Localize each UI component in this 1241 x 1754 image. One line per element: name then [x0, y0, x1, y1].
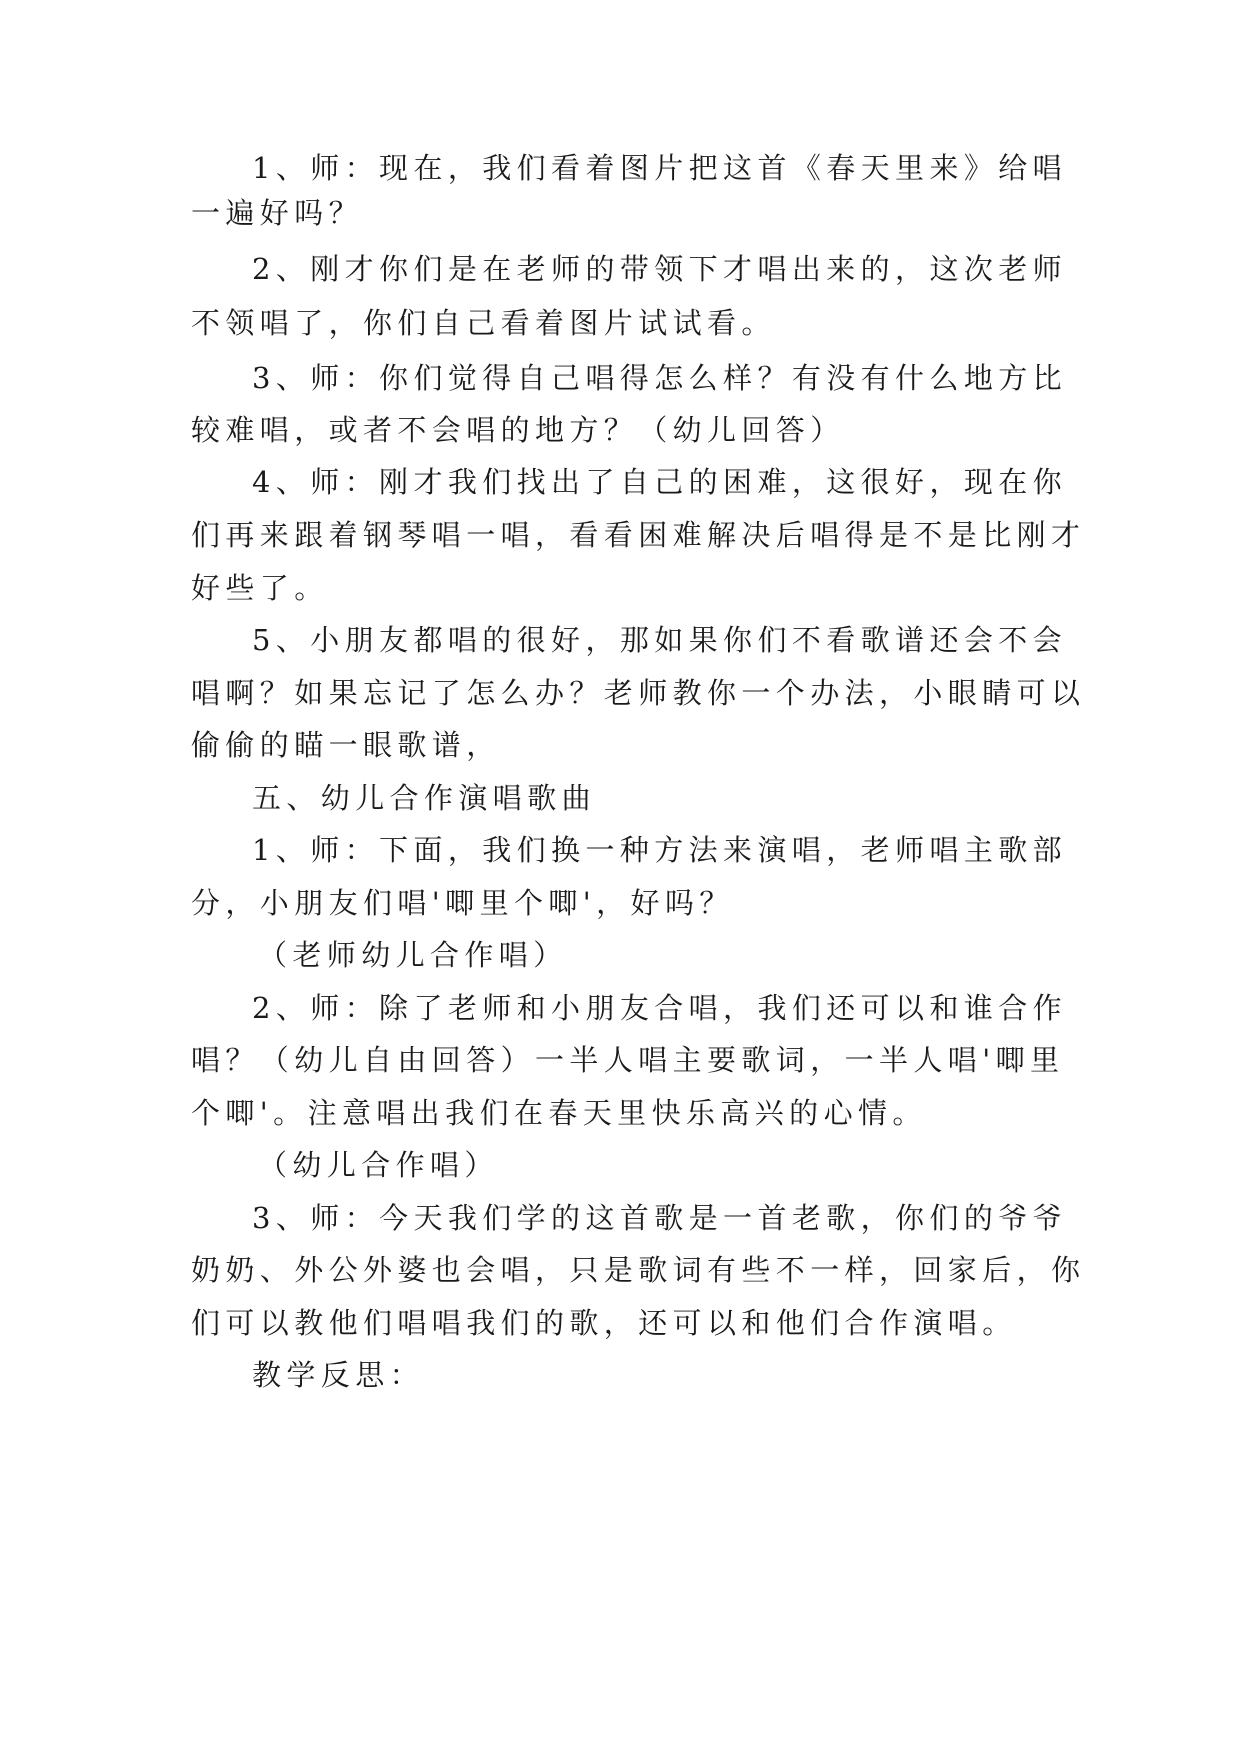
paragraph-line: 1、师：现在，我们看着图片把这首《春天里来》给唱 — [252, 151, 1068, 185]
stage-note: （幼儿合作唱） — [258, 1148, 499, 1182]
paragraph-line: 分，小朋友们唱'唧里个唧'，好吗？ — [191, 886, 734, 920]
paragraph-line: 3、师：你们觉得自己唱得怎么样？有没有什么地方比 — [252, 361, 1068, 395]
paragraph-line: 1、师：下面，我们换一种方法来演唱，老师唱主歌部 — [252, 833, 1068, 867]
paragraph-line: 奶奶、外公外婆也会唱，只是歌词有些不一样，回家后，你 — [191, 1253, 1086, 1287]
paragraph-line: 唱？（幼儿自由回答）一半人唱主要歌词，一半人唱'唧里 — [191, 1043, 1065, 1077]
paragraph-line: 5、小朋友都唱的很好，那如果你们不看歌谱还会不会 — [252, 623, 1068, 657]
paragraph-line: 唱啊？如果忘记了怎么办？老师教你一个办法，小眼睛可以 — [191, 676, 1086, 710]
paragraph-line: 2、刚才你们是在老师的带领下才唱出来的，这次老师 — [252, 252, 1068, 286]
paragraph-line: 偷偷的瞄一眼歌谱， — [191, 728, 501, 762]
paragraph-line: 们可以教他们唱唱我们的歌，还可以和他们合作演唱。 — [191, 1306, 1017, 1340]
stage-note: （老师幼儿合作唱） — [258, 938, 568, 972]
paragraph-line: 较难唱，或者不会唱的地方？（幼儿回答） — [191, 413, 845, 447]
paragraph-line: 个唧'。注意唱出我们在春天里快乐高兴的心情。 — [191, 1096, 927, 1130]
paragraph-line: 一遍好吗？ — [191, 196, 364, 230]
paragraph-line: 们再来跟着钢琴唱一唱，看看困难解决后唱得是不是比刚才 — [191, 518, 1086, 552]
paragraph-line: 不领唱了，你们自己看着图片试试看。 — [191, 306, 776, 340]
paragraph-line: 2、师：除了老师和小朋友合唱，我们还可以和谁合作 — [252, 991, 1068, 1025]
paragraph-line: 好些了。 — [191, 571, 329, 605]
paragraph-line: 3、师：今天我们学的这首歌是一首老歌，你们的爷爷 — [252, 1201, 1068, 1235]
paragraph-line: 4、师：刚才我们找出了自己的困难，这很好，现在你 — [252, 465, 1068, 499]
section-heading: 教学反思： — [252, 1358, 425, 1392]
section-heading: 五、幼儿合作演唱歌曲 — [252, 781, 597, 815]
